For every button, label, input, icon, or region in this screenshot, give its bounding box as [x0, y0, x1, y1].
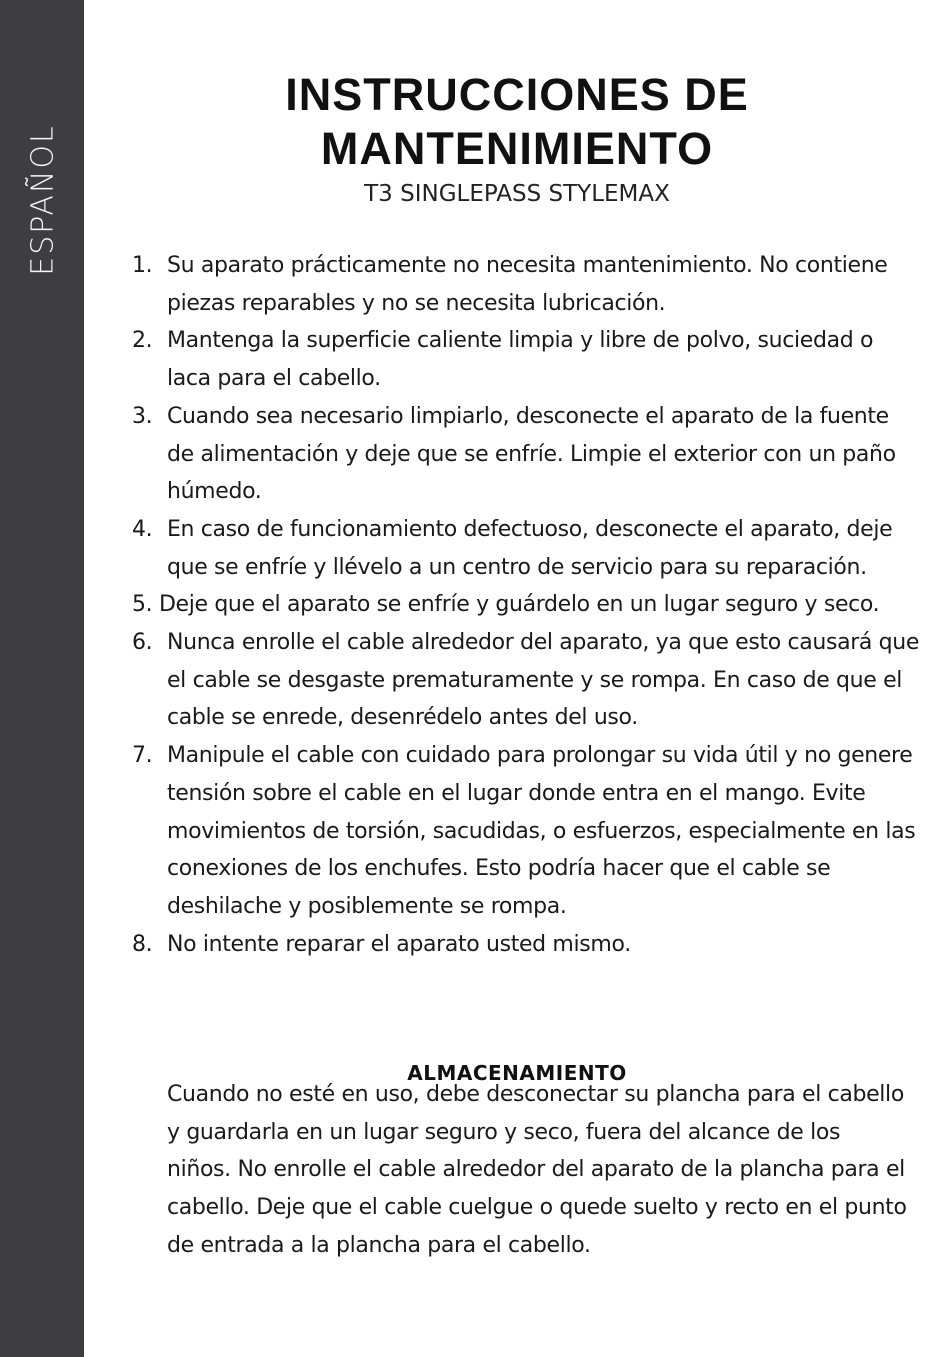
list-item-number: 2. [132, 328, 153, 354]
list-item-text: En caso de funcionamiento defectuoso, desconecte el aparato, deje que se enfríe y llévelo a un centro de servicio para su reparación. [167, 516, 893, 580]
list-item [132, 247, 922, 322]
list-item [132, 398, 922, 511]
list-item [132, 624, 922, 737]
list-item [132, 586, 922, 624]
list-item-text: Manipule el cable con cuidado para prolongar su vida útil y no genere tensión sobre el cable en el lugar donde entra en el mango. Evite movimientos de torsión, sacudidas, o esfuerzos, especialmente en las conexiones de los enchufes. Esto podría hacer que el cable se deshilache y posiblemente se rompa. [167, 743, 916, 919]
list-item-text: Deje que el aparato se enfríe y guárdelo en un lugar seguro y seco. [158, 592, 880, 618]
page-title [84, 68, 950, 176]
list-item-number: 3. [132, 403, 153, 429]
list-item-text: Mantenga la superficie caliente limpia y libre de polvo, suciedad o laca para el cabello. [167, 328, 874, 392]
language-sidebar [0, 0, 84, 1357]
page-subtitle: T3 SINGLEPASS STYLEMAX [364, 181, 670, 207]
list-item [132, 737, 922, 926]
storage-paragraph: Cuando no esté en uso, debe desconectar su plancha para el cabello y guardarla en un lugar seguro y seco, fuera del alcance de los niños. No enrolle el cable alrededor del aparato de la plancha para el cabello. Deje que el cable cuelgue o quede suelto y recto en el punto de entrada a la plancha para el cabello. [167, 1082, 907, 1258]
list-item [132, 511, 922, 586]
list-item-text: No intente reparar el aparato usted mismo. [167, 931, 631, 957]
list-item-number: 4. [132, 516, 153, 542]
list-item-number: 5. [132, 592, 153, 618]
language-label: ESPAÑOL [25, 124, 61, 276]
list-item-text: Nunca enrolle el cable alrededor del aparato, ya que esto causará que el cable se desgaste prematuramente y se rompa. En caso de que el cable se enrede, desenrédelo antes del uso. [167, 630, 920, 731]
maintenance-instructions-list [132, 247, 922, 963]
list-item-text: Cuando sea necesario limpiarlo, desconecte el aparato de la fuente de alimentación y deje que se enfríe. Limpie el exterior con un paño húmedo. [167, 403, 896, 505]
list-item-number: 7. [132, 743, 153, 769]
storage-heading: ALMACENAMIENTO [407, 1060, 627, 1085]
list-item-number: 1. [132, 253, 153, 278]
page-title-text: INSTRUCCIONES DE MANTENIMIENTO [285, 69, 749, 174]
list-item [132, 926, 922, 964]
list-item [132, 322, 922, 397]
list-item-text: Su aparato prácticamente no necesita mantenimiento. No contiene piezas reparables y no se necesita lubricación. [167, 253, 888, 316]
list-item-number: 8. [132, 931, 153, 957]
list-item-number: 6. [132, 630, 153, 656]
